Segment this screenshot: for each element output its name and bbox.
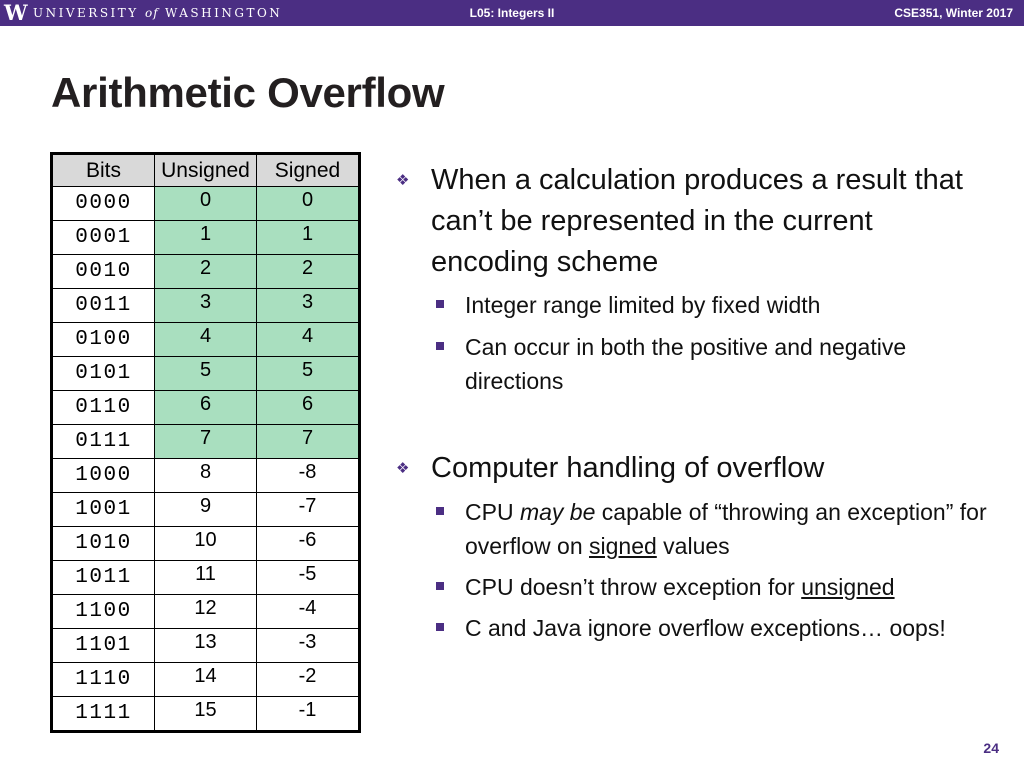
square-bullet-icon: [436, 582, 444, 590]
square-bullet-icon: [436, 300, 444, 308]
lecture-title: L05: Integers II: [469, 6, 555, 20]
bits-cell: 0110: [52, 391, 155, 425]
table-row: [52, 595, 360, 629]
table-row: [52, 459, 360, 493]
signed-cell: 6: [257, 391, 360, 425]
unsigned-cell: 8: [155, 459, 257, 493]
uw-logo-icon: W: [4, 0, 28, 25]
signed-cell: 2: [257, 255, 360, 289]
unsigned-cell: 7: [155, 425, 257, 459]
text-fragment: capable of “throwing an exception” for overflow on: [465, 499, 987, 559]
unsigned-cell: 14: [155, 663, 257, 697]
table-row: [52, 425, 360, 459]
signed-cell: -2: [257, 663, 360, 697]
bits-cell: 0011: [52, 289, 155, 323]
sub-bullet-text: [465, 570, 995, 604]
signed-cell: 0: [257, 187, 360, 221]
table-row: [52, 289, 360, 323]
unsigned-cell: 2: [155, 255, 257, 289]
square-bullet-icon: [436, 623, 444, 631]
bits-cell: 1101: [52, 629, 155, 663]
bits-cell: 0010: [52, 255, 155, 289]
table-header-row: [52, 154, 360, 187]
bits-cell: 0111: [52, 425, 155, 459]
university-name-pre: UNIVERSITY: [33, 6, 139, 20]
university-name-of: of: [145, 6, 159, 20]
bits-cell: 1100: [52, 595, 155, 629]
signed-cell: 5: [257, 357, 360, 391]
encoding-table-body: [52, 187, 360, 732]
signed-cell: -3: [257, 629, 360, 663]
bits-cell: 1011: [52, 561, 155, 595]
encoding-table: [50, 152, 361, 733]
square-bullet-icon: [436, 342, 444, 350]
header-bits: Bits: [52, 154, 155, 187]
bits-cell: 0001: [52, 221, 155, 255]
header-unsigned: Unsigned: [155, 154, 257, 187]
bits-cell: 0100: [52, 323, 155, 357]
header-bar: [0, 0, 1024, 26]
table-row: [52, 187, 360, 221]
underline-unsigned: unsigned: [801, 574, 895, 600]
signed-cell: -4: [257, 595, 360, 629]
header-signed: Signed: [257, 154, 360, 187]
table-row: [52, 629, 360, 663]
table-row: [52, 391, 360, 425]
unsigned-cell: 5: [155, 357, 257, 391]
bits-cell: 1001: [52, 493, 155, 527]
signed-cell: -7: [257, 493, 360, 527]
unsigned-cell: 10: [155, 527, 257, 561]
sub-bullet-text: Can occur in both the positive and negative directions: [465, 334, 907, 394]
slide-title: Arithmetic Overflow: [51, 69, 445, 116]
course-name: CSE351, Winter 2017: [894, 6, 1013, 20]
bits-cell: 0101: [52, 357, 155, 391]
table-row: [52, 493, 360, 527]
bits-cell: 0000: [52, 187, 155, 221]
signed-cell: 3: [257, 289, 360, 323]
signed-cell: -5: [257, 561, 360, 595]
diamond-cluster-icon: ❖: [396, 172, 410, 189]
table-row: [52, 357, 360, 391]
signed-cell: -8: [257, 459, 360, 493]
signed-cell: -6: [257, 527, 360, 561]
unsigned-cell: 4: [155, 323, 257, 357]
table-row: [52, 221, 360, 255]
unsigned-cell: 1: [155, 221, 257, 255]
text-fragment: values: [656, 533, 730, 559]
bullet-text: Computer handling of overflow: [431, 452, 825, 484]
diamond-cluster-icon: ❖: [396, 460, 410, 477]
unsigned-cell: 9: [155, 493, 257, 527]
table-row: [52, 527, 360, 561]
bits-cell: 1110: [52, 663, 155, 697]
signed-cell: 4: [257, 323, 360, 357]
bits-cell: 1000: [52, 459, 155, 493]
text-fragment: CPU doesn’t throw exception for: [465, 574, 802, 600]
unsigned-cell: 11: [155, 561, 257, 595]
table-row: [52, 323, 360, 357]
unsigned-cell: 12: [155, 595, 257, 629]
bullet-text: When a calculation produces a result that can’t be represented in the current encoding scheme: [431, 164, 963, 278]
sub-bullet-text: Integer range limited by fixed width: [465, 292, 821, 318]
page-number: 24: [983, 740, 999, 756]
table-row: [52, 697, 360, 732]
bits-cell: 1111: [52, 697, 155, 732]
text-fragment: CPU: [465, 499, 520, 525]
unsigned-cell: 13: [155, 629, 257, 663]
table-row: [52, 663, 360, 697]
unsigned-cell: 15: [155, 697, 257, 732]
signed-cell: -1: [257, 697, 360, 732]
unsigned-cell: 0: [155, 187, 257, 221]
underline-signed: signed: [589, 533, 657, 559]
signed-cell: 7: [257, 425, 360, 459]
emphasis-may-be: may be: [519, 499, 596, 525]
square-bullet-icon: [436, 507, 444, 515]
signed-cell: 1: [257, 221, 360, 255]
table-row: [52, 561, 360, 595]
unsigned-cell: 6: [155, 391, 257, 425]
unsigned-cell: 3: [155, 289, 257, 323]
sub-bullet-text: [465, 495, 995, 563]
table-row: [52, 255, 360, 289]
bits-cell: 1010: [52, 527, 155, 561]
university-name-post: WASHINGTON: [165, 6, 283, 20]
sub-bullet-text: C and Java ignore overflow exceptions… oops!: [465, 615, 946, 641]
